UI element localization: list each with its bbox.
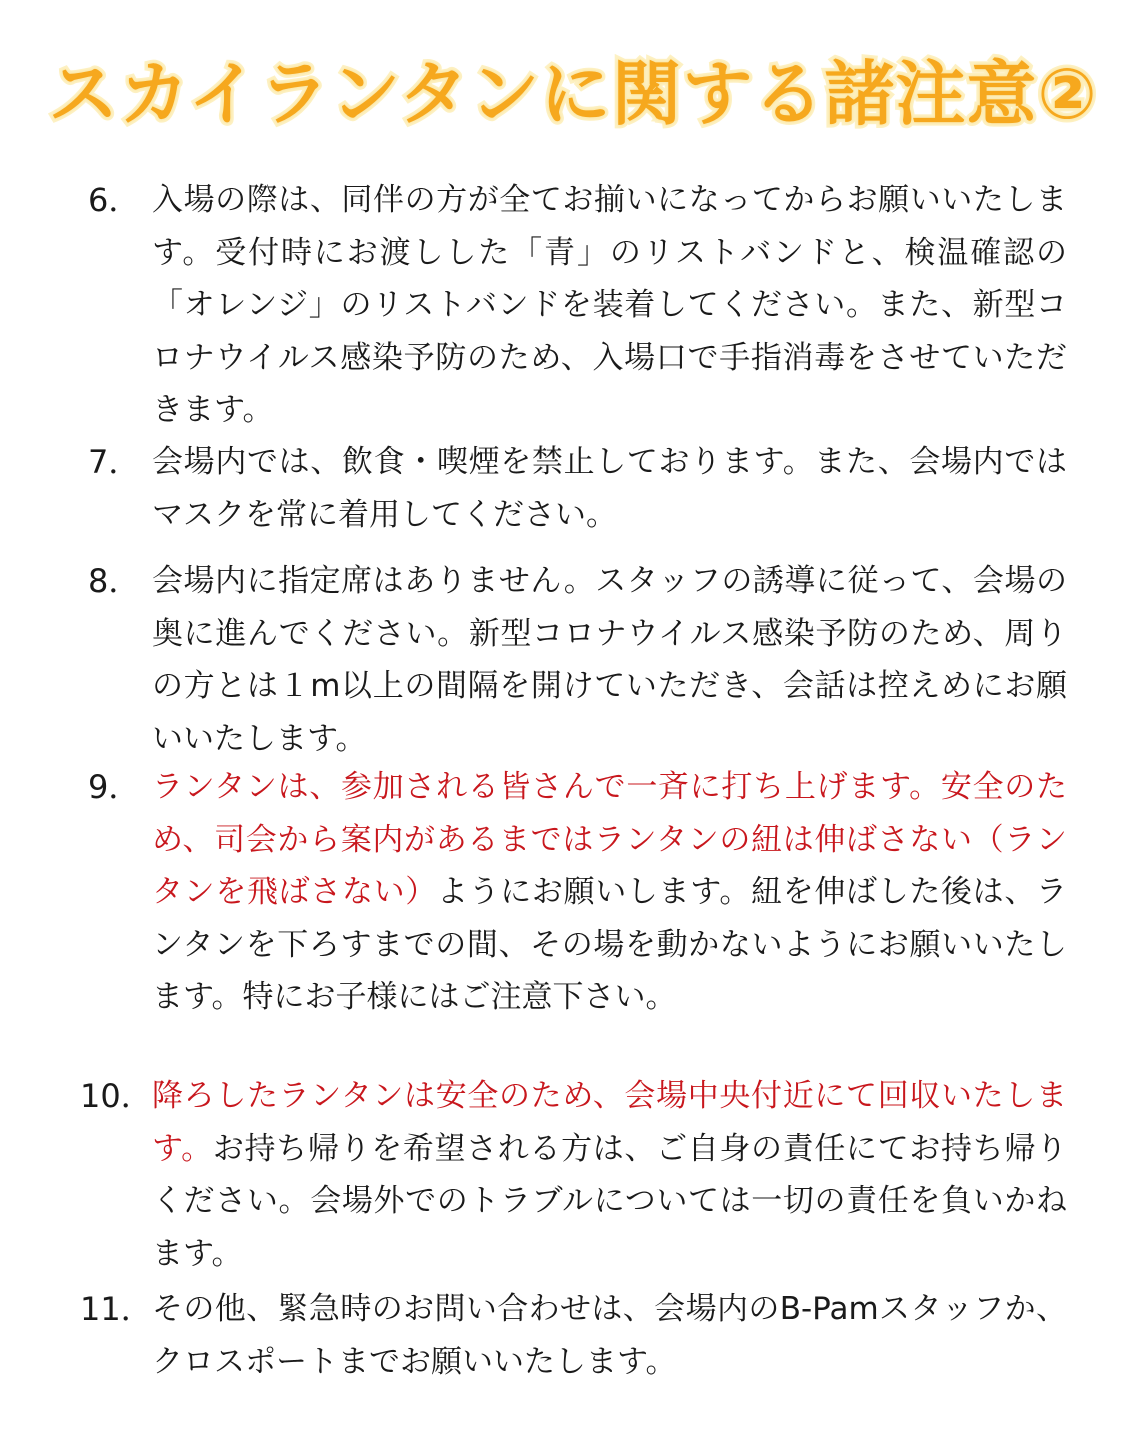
item-text-segment: 入場の際は、同伴の方が全てお揃いになってからお願いいたします。受付時にお渡しした「青」のリストバンドと、検温確認の「オレンジ」のリストバンドを装着してください。また、新型コロナウイルス感染予防のため、入場口で手指消毒をさせていただきます。 (152, 182, 1067, 428)
item-text (152, 555, 1067, 765)
page-title: スカイランタンに関する諸注意② (48, 53, 1098, 135)
item-number: 9． (88, 768, 141, 806)
item-text-segment: ようにお願いします。紐を伸ばした後は、ランタンを下ろすまでの間、その場を動かないようにお願いいたします。特にお子様にはご注意下さい。 (152, 874, 1067, 1015)
item-text-highlight: 降ろしたランタンは安全のため、会場中央付近にて回収いたします。 (152, 1078, 1067, 1167)
item-text-segment: 会場内では、飲食・喫煙を禁止しております。また、会場内ではマスクを常に着用してください。 (152, 444, 1067, 533)
item-text-highlight: ランタンは、参加される皆さんで一斉に打ち上げます。安全のため、司会から案内があるまではランタンの紐は伸ばさない（ランタンを飛ばさない） (152, 769, 1067, 910)
item-number: 8． (88, 562, 141, 600)
item-text (152, 174, 1067, 437)
item-text (152, 1070, 1067, 1280)
item-number: 11． (80, 1290, 153, 1328)
item-number: 6． (88, 181, 141, 219)
item-number: 7． (88, 443, 141, 481)
item-text-segment: その他、緊急時のお問い合わせは、会場内のB-Pamスタッフか、クロスポートまでお願いいたします。 (152, 1291, 1067, 1380)
item-text (152, 761, 1067, 1024)
item-text (152, 436, 1067, 541)
item-number: 10． (80, 1077, 153, 1115)
item-text-segment: 会場内に指定席はありません。スタッフの誘導に従って、会場の奥に進んでください。新型コロナウイルス感染予防のため、周りの方とは１m以上の間隔を開けていただき、会話は控えめにお願いいたします。 (152, 563, 1067, 757)
item-text-segment: お持ち帰りを希望される方は、ご自身の責任にてお持ち帰りください。会場外でのトラブルについては一切の責任を負いかねます。 (152, 1130, 1067, 1272)
item-text (152, 1283, 1067, 1388)
